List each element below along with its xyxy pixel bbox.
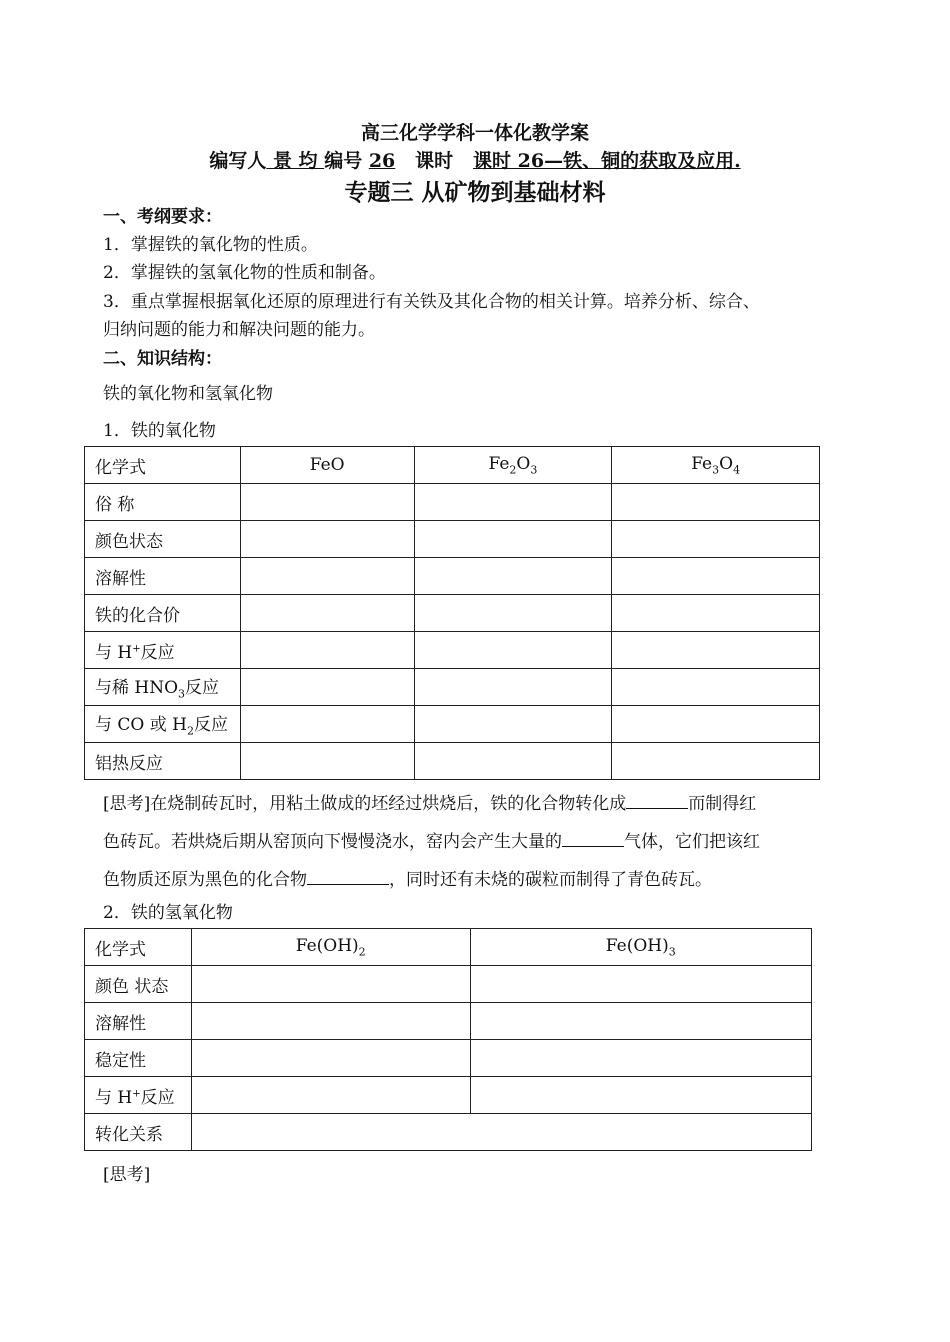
fill-blank-1[interactable] (626, 790, 688, 809)
section2-heading: 二、知识结构： (103, 349, 222, 369)
header-cell-feoh3: $Fe(OH)_3$ (470, 929, 812, 966)
author-label: 编写人 (209, 150, 267, 172)
table-row (85, 632, 820, 669)
section1-item-3: 3．重点掌握根据氧化还原的原理进行有关铁及其化合物的相关计算。培养分析、综合、 (103, 292, 760, 312)
answer-cell[interactable] (612, 632, 820, 669)
answer-cell[interactable] (240, 484, 414, 521)
answer-cell[interactable] (191, 966, 470, 1003)
answer-cell[interactable] (612, 743, 820, 780)
table-row (85, 595, 820, 632)
answer-cell[interactable] (191, 1040, 470, 1077)
answer-cell[interactable] (414, 484, 612, 521)
header-cell: 化学式 (85, 447, 241, 484)
table-row (85, 706, 820, 743)
table-row (85, 521, 820, 558)
answer-cell[interactable] (240, 595, 414, 632)
answer-cell[interactable] (240, 521, 414, 558)
think1-paragraph (103, 785, 843, 899)
iron-oxides-table (84, 446, 820, 780)
think1-text-2: 而制得红 (688, 794, 757, 814)
row-label: 转化关系 (85, 1114, 192, 1151)
row-label: 颜色状态 (85, 521, 241, 558)
answer-cell[interactable] (470, 966, 812, 1003)
lesson-value: 课时 26—铁、铜的获取及应用. (473, 150, 741, 172)
section1-item-3-cont: 归纳问题的能力和解决问题的能力。 (103, 320, 375, 340)
row-label: 与稀 $HNO_3$反应 (85, 669, 241, 706)
answer-cell[interactable] (612, 669, 820, 706)
think1-text-6: ，同时还有未烧的碳粒而制得了青色砖瓦。 (389, 870, 712, 890)
think1-text-5: 色物质还原为黑色的化合物 (103, 870, 307, 890)
section1-item-1: 1．掌握铁的氧化物的性质。 (103, 235, 318, 255)
answer-cell[interactable] (470, 1040, 812, 1077)
row-label: 溶解性 (85, 1003, 192, 1040)
answer-cell[interactable] (414, 743, 612, 780)
answer-cell[interactable] (414, 521, 612, 558)
fill-blank-2[interactable] (562, 828, 624, 847)
table-row (85, 929, 812, 966)
table-row (85, 484, 820, 521)
think2-label: [思考] (103, 1165, 151, 1185)
answer-cell[interactable] (414, 595, 612, 632)
author-line (0, 146, 950, 173)
table-row (85, 743, 820, 780)
row-label: 稳定性 (85, 1040, 192, 1077)
answer-cell[interactable] (414, 632, 612, 669)
header-cell-fe3o4: $Fe_3O_4$ (612, 447, 820, 484)
header-cell-feoh2: $Fe(OH)_2$ (191, 929, 470, 966)
answer-cell[interactable] (240, 669, 414, 706)
answer-cell[interactable] (240, 632, 414, 669)
fill-blank-3[interactable] (307, 866, 389, 885)
author-name: 景 均 (266, 150, 325, 172)
answer-cell[interactable] (612, 706, 820, 743)
answer-cell[interactable] (240, 706, 414, 743)
row-label: 颜色 状态 (85, 966, 192, 1003)
lesson-label: 课时 (415, 150, 454, 172)
row-label: 与 H+反应 (85, 1077, 192, 1114)
answer-cell[interactable] (612, 521, 820, 558)
table-row (85, 447, 820, 484)
answer-cell[interactable] (240, 743, 414, 780)
table-row (85, 558, 820, 595)
section1-heading: 一、考纲要求： (103, 207, 222, 227)
school-title: 高三化学学科一体化教学案 (360, 122, 589, 144)
answer-cell[interactable] (240, 558, 414, 595)
topic-title: 专题三 从矿物到基础材料 (344, 179, 606, 206)
answer-cell[interactable] (191, 1003, 470, 1040)
answer-cell-merged[interactable] (191, 1114, 811, 1151)
answer-cell[interactable] (414, 706, 612, 743)
table-row (85, 669, 820, 706)
header-cell-feo: FeO (240, 447, 414, 484)
section1-item-2: 2．掌握铁的氢氧化物的性质和制备。 (103, 263, 386, 283)
think1-text-4: 气体，它们把该红 (624, 832, 760, 852)
answer-cell[interactable] (612, 484, 820, 521)
answer-cell[interactable] (612, 595, 820, 632)
table-row (85, 966, 812, 1003)
row-label: 铁的化合价 (85, 595, 241, 632)
section2-sub1: 1．铁的氧化物 (103, 421, 216, 441)
table-row (85, 1077, 812, 1114)
table-row (85, 1003, 812, 1040)
header-cell-fe2o3: $Fe_2O_3$ (414, 447, 612, 484)
row-label: 铝热反应 (85, 743, 241, 780)
section2-intro: 铁的氧化物和氢氧化物 (103, 384, 273, 404)
answer-cell[interactable] (612, 558, 820, 595)
number-value: 26 (368, 150, 396, 172)
think1-text-1: [思考]在烧制砖瓦时，用粘土做成的坯经过烘烧后，铁的化合物转化成 (103, 794, 627, 814)
header-cell: 化学式 (85, 929, 192, 966)
row-label: 与 CO 或 $H_2$反应 (85, 706, 241, 743)
section2-sub2: 2．铁的氢氧化物 (103, 903, 233, 923)
row-label: 与 H+反应 (85, 632, 241, 669)
answer-cell[interactable] (191, 1077, 470, 1114)
think1-text-3: 色砖瓦。若烘烧后期从窑顶向下慢慢浇水，窑内会产生大量的 (103, 832, 562, 852)
answer-cell[interactable] (414, 558, 612, 595)
table-row (85, 1040, 812, 1077)
row-label: 俗 称 (85, 484, 241, 521)
answer-cell[interactable] (470, 1003, 812, 1040)
answer-cell[interactable] (470, 1077, 812, 1114)
table-row (85, 1114, 812, 1151)
answer-cell[interactable] (414, 669, 612, 706)
iron-hydroxides-table (84, 928, 812, 1151)
number-label: 编号 (324, 150, 363, 172)
row-label: 溶解性 (85, 558, 241, 595)
